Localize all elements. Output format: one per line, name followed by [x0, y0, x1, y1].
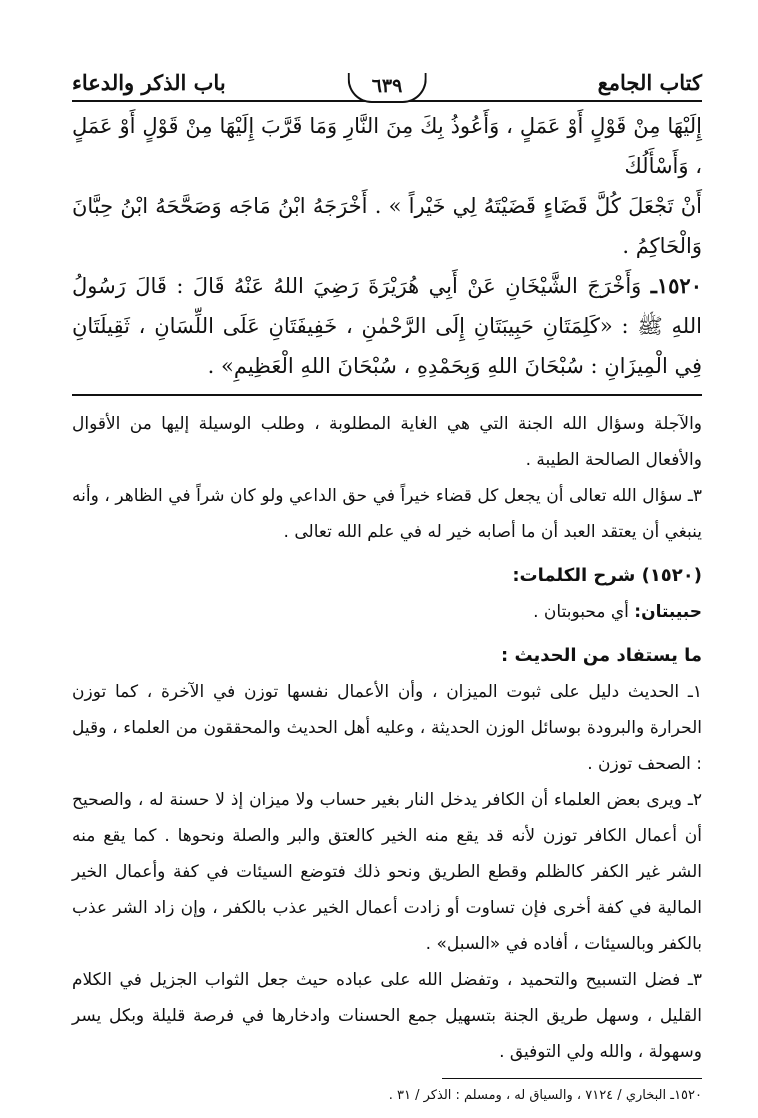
hadith-body: وَأَخْرَجَ الشَّيْخَانِ عَنْ أَبِي هُرَيْرَةَ رَضِيَ اللهُ عَنْهُ قَالَ : قَالَ رَسُولُ اللهِ ﷺ : «كَلِمَتَانِ حَبِيبَتَانِ إِلَى الرَّحْمٰنِ ، خَفِيفَتَانِ عَلَى اللِّسَانِ ، ثَقِيلَتَانِ فِي الْمِيزَانِ : سُبْحَانَ اللهِ وَبِحَمْدِهِ ، سُبْحَانَ اللهِ الْعَظِيمِ» . — [72, 274, 702, 378]
benefits-heading: ما يستفاد من الحديث : — [501, 645, 702, 666]
page-number: ٦٣٩ — [348, 73, 427, 103]
word-term: حبيبتان: — [634, 602, 702, 622]
hadith-number: ١٥٢٠ـ — [650, 273, 702, 298]
hadith-text — [72, 106, 702, 386]
words-heading: (١٥٢٠) شرح الكلمات: — [512, 565, 702, 586]
hadith-line: أَنْ تَجْعَلَ كُلَّ قَضَاءٍ قَضَيْتَهُ لِي خَيْراً » . أَخْرَجَهُ ابْنُ مَاجَه وَصَحَّحَهُ ابْنُ حِبَّانَ وَالْحَاكِمُ . — [72, 194, 702, 258]
hadith-line: إِلَيْهَا مِنْ قَوْلٍ أَوْ عَمَلٍ ، وَأَعُوذُ بِكَ مِنَ النَّارِ وَمَا قَرَّبَ إِلَيْهَا مِنْ قَوْلٍ أَوْ عَمَلٍ ، وَأَسْأَلُكَ — [72, 114, 702, 178]
benefit-item: ٣ـ فضل التسبيح والتحميد ، وتفضل الله على عباده حيث جعل الثواب الجزيل في الكلام القليل ، وسهل طريق الجنة بتسهيل جمع الحسنات وادخارها في فرصة قليلة وبكل يسر وسهولة ، والله ولي التوفيق . — [72, 970, 702, 1062]
benefit-item: ٢ـ ويرى بعض العلماء أن الكافر يدخل النار بغير حساب ولا ميزان إذ لا حسنة له ، والصحيح أن أعمال الكافر توزن لأنه قد يقع منه الخير كالعتق والبر والصلة ونحوها . كما يقع منه الشر غير الكفر كالظلم وقطع الطريق ونحو ذلك فتوضع السيئات في كفة وأعمال الخير المالية في كفة أخرى فإن تساوت أو زادت أعمال الخير عذب بالكفر ، وإن زاد الشر عذب بالكفر وبالسيئات ، أفاده في «السبل» . — [72, 790, 702, 954]
benefit-item: ١ـ الحديث دليل على ثبوت الميزان ، وأن الأعمال نفسها توزن في الآخرة ، كما توزن الحرارة والبرودة بوسائل الوزن الحديثة ، وعليه أهل الحديث والمحققون من العلماء ، وقيل : الصحف توزن . — [72, 682, 702, 774]
running-header — [72, 60, 702, 102]
footnote-divider — [442, 1078, 702, 1079]
footnote: ١٥٢٠ـ البخاري / ٧١٢٤ ، والسياق له ، ومسلم : الذكر / ٣١ . — [388, 1088, 702, 1103]
commentary — [72, 406, 702, 1070]
page — [72, 60, 702, 1107]
word-def: أي محبوبتان . — [533, 602, 629, 622]
chapter-title: باب الذكر والدعاء — [72, 70, 226, 95]
divider — [72, 394, 702, 396]
hadith-1520 — [72, 266, 702, 386]
book-title: كتاب الجامع — [597, 70, 702, 95]
word-definition — [72, 594, 702, 630]
commentary-paragraph: والآجلة وسؤال الله الجنة التي هي الغاية المطلوبة ، وطلب الوسيلة إليها من الأقوال والأفعال الصالحة الطيبة . — [72, 414, 702, 470]
commentary-point: ٣ـ سؤال الله تعالى أن يجعل كل قضاء خيراً في حق الداعي ولو كان شراً في الظاهر ، وأنه ينبغي أن يعتقد العبد أن ما أصابه خير له في علم الله تعالى . — [72, 486, 702, 542]
